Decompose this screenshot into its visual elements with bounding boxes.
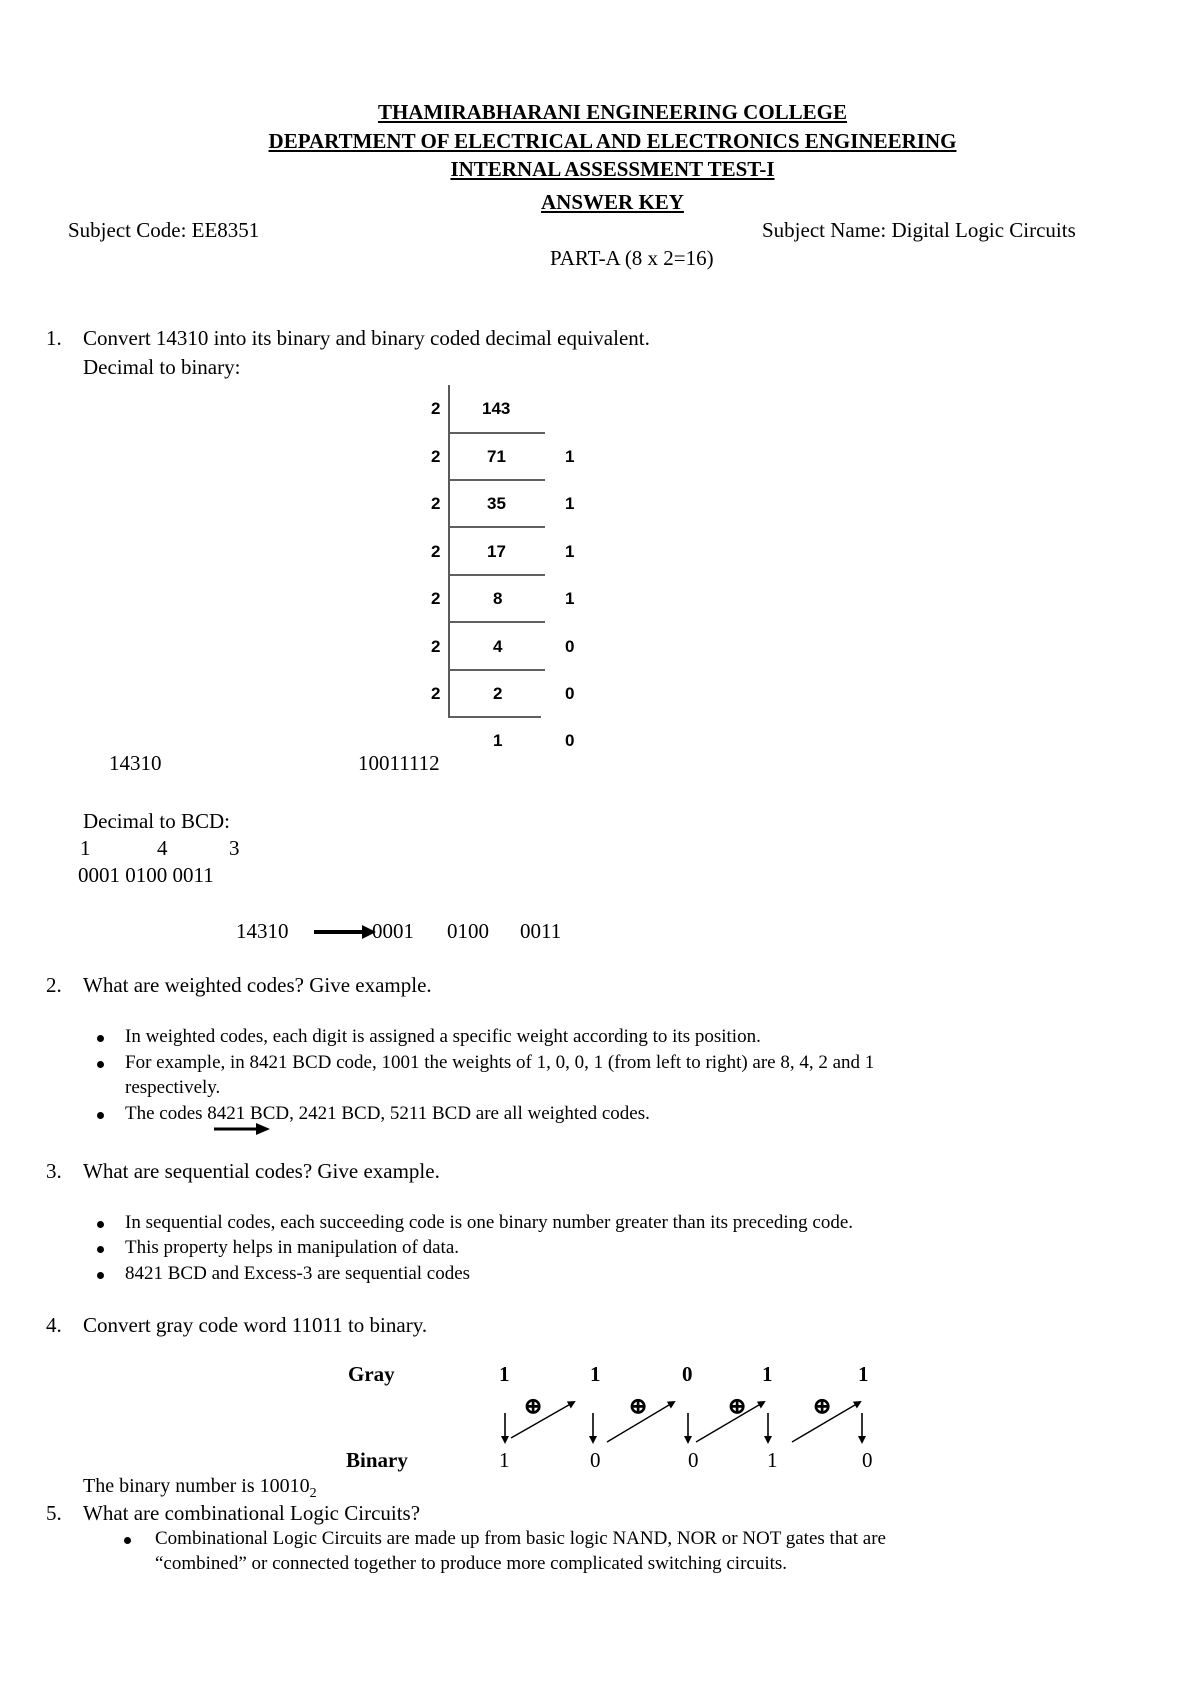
q2-number: 2. xyxy=(46,973,62,997)
dividend: 71 xyxy=(487,447,506,466)
q4-number: 4. xyxy=(46,1313,62,1337)
remainder: 1 xyxy=(565,542,575,561)
q1-result-binary: 10011112 xyxy=(358,751,440,775)
department-name: DEPARTMENT OF ELECTRICAL AND ELECTRONICS ENGINEERING xyxy=(268,129,957,153)
gray-bit: 0 xyxy=(682,1362,693,1386)
dividend: 4 xyxy=(493,637,503,656)
dividend: 8 xyxy=(493,589,503,608)
bcd-digit: 3 xyxy=(229,836,240,860)
q2-question: What are weighted codes? Give example. xyxy=(83,973,432,997)
bullet-icon xyxy=(124,1537,131,1544)
answer-key-title: ANSWER KEY xyxy=(541,190,684,214)
q1-sub-bcd: Decimal to BCD: xyxy=(83,809,230,833)
xor-icon: ⊕ xyxy=(628,1394,649,1420)
divisor: 2 xyxy=(431,589,441,608)
remainder: 0 xyxy=(565,637,575,656)
q5-number: 5. xyxy=(46,1501,62,1525)
binary-bit: 0 xyxy=(590,1448,601,1472)
q5-bullet-line2: “combined” or connected together to produce more complicated switching circuits. xyxy=(155,1553,788,1574)
gray-bit: 1 xyxy=(499,1362,510,1386)
divisor: 2 xyxy=(431,447,441,466)
q3-bullet: 8421 BCD and Excess-3 are sequential codes xyxy=(125,1263,471,1284)
q3-question: What are sequential codes? Give example. xyxy=(83,1159,440,1183)
q2-bullet-continuation: respectively. xyxy=(125,1077,221,1098)
bullet-icon xyxy=(97,1035,104,1042)
bullet-icon xyxy=(97,1221,104,1228)
bullet-icon xyxy=(97,1272,104,1279)
q4-result-text: The binary number is 10010 xyxy=(83,1475,310,1497)
q5-bullet-line1: Combinational Logic Circuits are made up from basic logic NAND, NOR or NOT gates that are xyxy=(155,1528,886,1549)
divisor: 2 xyxy=(431,684,441,703)
xor-icon: ⊕ xyxy=(523,1394,544,1420)
binary-label: Binary xyxy=(346,1448,408,1472)
bcd-group: 0011 xyxy=(520,919,562,943)
subject-code: Subject Code: EE8351 xyxy=(68,218,260,242)
q2-bullet: In weighted codes, each digit is assigned a specific weight according to its position. xyxy=(125,1026,761,1047)
diagonal-arrow-icon xyxy=(792,1402,860,1442)
q5-question: What are combinational Logic Circuits? xyxy=(83,1501,421,1525)
q4-result xyxy=(83,1475,317,1502)
remainder: 1 xyxy=(565,494,575,513)
q1-sub-binary: Decimal to binary: xyxy=(83,355,241,379)
division-lines xyxy=(0,0,1200,760)
binary-bit: 0 xyxy=(862,1448,873,1472)
q4-question: Convert gray code word 11011 to binary. xyxy=(83,1313,428,1337)
gray-label: Gray xyxy=(348,1362,395,1386)
bcd-digit: 1 xyxy=(80,836,91,860)
remainder: 0 xyxy=(565,684,575,703)
bullet-icon xyxy=(97,1112,104,1119)
gray-bit: 1 xyxy=(590,1362,601,1386)
q1-result-decimal: 14310 xyxy=(109,751,162,775)
gray-bit: 1 xyxy=(762,1362,773,1386)
divisor: 2 xyxy=(431,494,441,513)
binary-bit: 1 xyxy=(499,1448,510,1472)
test-name: INTERNAL ASSESSMENT TEST-I xyxy=(450,157,775,181)
binary-bit: 0 xyxy=(688,1448,699,1472)
subject-name: Subject Name: Digital Logic Circuits xyxy=(762,218,1076,242)
dividend: 35 xyxy=(487,494,506,513)
bcd-group: 0100 xyxy=(447,919,489,943)
diagonal-arrow-icon xyxy=(696,1402,764,1442)
q1-question: Convert 14310 into its binary and binary coded decimal equivalent. xyxy=(83,326,650,350)
xor-arrows xyxy=(0,1380,1200,1450)
q3-bullet: In sequential codes, each succeeding code is one binary number greater than its preceding code. xyxy=(125,1212,854,1233)
binary-bit: 1 xyxy=(767,1448,778,1472)
dividend: 17 xyxy=(487,542,506,561)
gray-bit: 1 xyxy=(858,1362,869,1386)
divisor: 2 xyxy=(431,637,441,656)
dividend: 143 xyxy=(482,399,511,418)
diagonal-arrow-icon xyxy=(607,1402,674,1442)
q1-final-decimal: 14310 xyxy=(236,919,289,943)
q2-bullet: The codes 8421 BCD, 2421 BCD, 5211 BCD are all weighted codes. xyxy=(125,1103,650,1124)
divisor: 2 xyxy=(431,399,441,418)
bcd-group: 0001 xyxy=(372,919,414,943)
q3-bullet: This property helps in manipulation of data. xyxy=(125,1237,460,1258)
dividend: 1 xyxy=(493,731,503,750)
q1-number: 1. xyxy=(46,326,62,350)
remainder: 0 xyxy=(565,731,575,750)
xor-icon: ⊕ xyxy=(812,1394,833,1420)
diagonal-arrow-icon xyxy=(511,1402,574,1438)
q3-number: 3. xyxy=(46,1159,62,1183)
bcd-digit: 4 xyxy=(157,836,168,860)
xor-icon: ⊕ xyxy=(727,1394,748,1420)
dividend: 2 xyxy=(493,684,503,703)
remainder: 1 xyxy=(565,447,575,466)
bullet-icon xyxy=(97,1246,104,1253)
college-name: THAMIRABHARANI ENGINEERING COLLEGE xyxy=(377,100,848,124)
part-heading: PART-A (8 x 2=16) xyxy=(550,246,714,270)
divisor: 2 xyxy=(431,542,441,561)
q2-bullet: For example, in 8421 BCD code, 1001 the weights of 1, 0, 0, 1 (from left to right) are 8, 4, 2 and 1 xyxy=(125,1052,875,1073)
right-arrow-icon xyxy=(312,920,378,944)
bullet-icon xyxy=(97,1061,104,1068)
remainder: 1 xyxy=(565,589,575,608)
bcd-line: 0001 0100 0011 xyxy=(78,863,214,887)
right-arrow-icon xyxy=(212,1121,272,1137)
q4-result-base: 2 xyxy=(309,1486,317,1501)
